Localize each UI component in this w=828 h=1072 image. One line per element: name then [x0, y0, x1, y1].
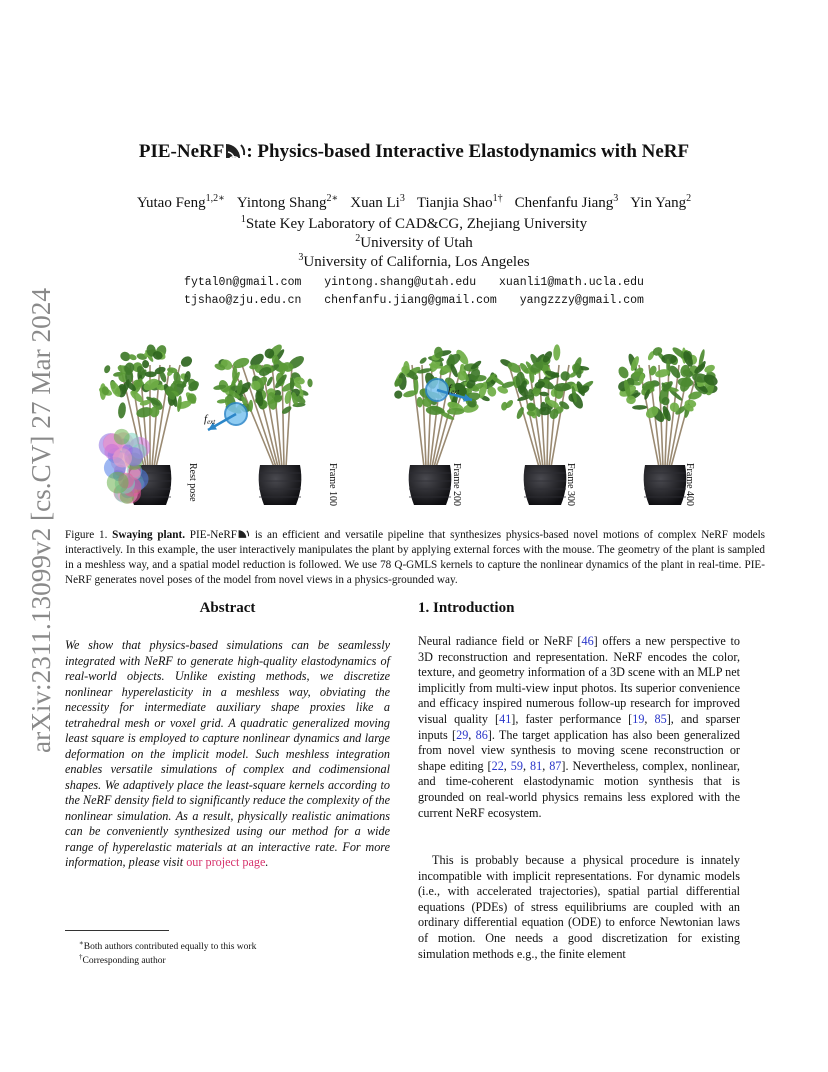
title-prefix: PIE-NeRF	[138, 141, 225, 162]
affiliation-3	[0, 252, 828, 271]
force-sub: ext	[451, 388, 460, 396]
footnote-rule	[65, 930, 169, 931]
author-name: Chenfanfu Jiang$^3$	[514, 193, 619, 211]
intro-text: ], and sparser inputs [	[418, 711, 741, 742]
intro-text: ], faster performance [	[511, 711, 633, 726]
email-row-2	[0, 294, 828, 307]
intro-text: Neural radiance field or NeRF [	[418, 634, 582, 648]
affiliation-sup: 2	[355, 233, 361, 244]
intro-text: ] offers a new perspective to 3D reconstruction and representation. NeRF encodes the color, texture, and geometry information of a 3D scene with an MLP net implicitly from multi-view input photos. Its superior convenience and efficacy inspired numerous follow-up research for improved visual quality [	[418, 634, 741, 726]
frame-label: Frame 200	[451, 463, 462, 507]
frame-label: Frame 400	[684, 463, 695, 507]
figure-caption	[65, 528, 765, 588]
footnote-sup: ∗	[79, 939, 84, 947]
caption-label: Figure 1.	[65, 529, 108, 541]
citation-link[interactable]: 85	[654, 711, 667, 726]
intro-text: ]. Nevertheless, complex, nonlinear, and time-coherent elastodynamic motion synthesis that is grounded on real-world physics remains less explored with the current NeRF ecosystem.	[418, 758, 740, 820]
caption-text: is an efficient and versatile pipeline that synthesizes physics-based novel motions of complex NeRF models interactively. In this example, the user interactively manipulates the plant by applying external forces with the mouse. The geometry of the plant is sampled in a meshless way, and a spatial model reduction is followed. We use 78 Q-GMLS kernels to capture the nonlinear dynamics of the plant in real-time. PIE-NeRF generates novel poses of the model from novel views in a physics-grounded way.	[65, 529, 766, 586]
pie-logo-icon	[237, 529, 250, 541]
citation-link[interactable]: 22	[491, 758, 504, 773]
intro-text: ,	[503, 758, 511, 773]
affiliation-2	[0, 233, 828, 252]
citation-link[interactable]: 59	[510, 758, 523, 773]
abstract-body	[65, 638, 390, 871]
force-label: fext	[204, 413, 216, 426]
force-label: fext	[448, 383, 460, 396]
intro-text: ,	[468, 727, 476, 742]
citation-link[interactable]: 87	[549, 758, 562, 773]
email: yangzzzy@gmail.com	[519, 294, 644, 307]
author-name: Tianjia Shao$^{1\dagger}$	[416, 193, 503, 211]
caption-bold: Swaying plant.	[112, 529, 186, 541]
email: chenfanfu.jiang@gmail.com	[324, 294, 497, 307]
author-name: Yintong Shang$^{2∗}$	[236, 193, 339, 211]
intro-p1	[418, 634, 740, 821]
affiliation-sup: 1	[240, 214, 246, 225]
plant-frame	[393, 347, 500, 505]
plant-frame	[213, 342, 313, 505]
force-indicator	[204, 403, 247, 430]
frame-label: Frame 300	[565, 463, 576, 507]
project-page-link[interactable]: our project page	[186, 855, 266, 869]
affiliation-sup: 3	[298, 252, 304, 263]
abstract-end: .	[265, 855, 269, 869]
citation-link[interactable]: 41	[499, 711, 512, 726]
affiliation-text: University of California, Los Angeles	[303, 254, 530, 270]
title-rest: : Physics-based Interactive Elastodynamics with NeRF	[246, 141, 690, 162]
author-name: Yutao Feng$^{1,2∗}$	[136, 193, 225, 211]
abstract-heading: Abstract	[199, 600, 256, 616]
citation-link[interactable]: 81	[530, 758, 543, 773]
footnote-text: Both authors contributed equally to this work	[83, 942, 257, 953]
intro-p2: This is probably because a physical procedure is innately incompatible with implicit representations. For dynamic models (i.e., with accelerated trajectories), spatial partial differential equations (PDEs) of stress equilibriums are coupled with an ordinary differential equation (ODE) to enforce Newtonian laws of motion. One needs a good discretization for existing simulation methods e.g., the finite element	[418, 853, 740, 961]
email-row-1	[0, 276, 828, 289]
intro-paragraph-1	[418, 634, 740, 821]
citation-link[interactable]: 46	[581, 634, 594, 648]
email: xuanli1@math.ucla.edu	[499, 276, 644, 289]
teaser-illustration	[90, 335, 740, 515]
intro-paragraph-2	[418, 853, 740, 962]
footnote-sup: †	[79, 953, 83, 961]
frame-label: Frame 100	[327, 463, 338, 507]
pie-logo-icon	[224, 140, 246, 160]
abstract-text: We show that physics-based simulations can be seamlessly integrated with NeRF to generate high-quality elastodynamics of real-world objects. Unlike existing methods, we discretize nonlinear hyperelasticity in a meshless way, obviating the necessity for intermediate auxiliary shape proxies like a tetrahedral mesh or voxel grid. A quadratic generalized moving least square is employed to capture nonlinear dynamics and large deformation on the implicit model. Such meshless integration enables versatile simulations of complex and codimensional shapes. We adaptively place the least-square kernels according to the NeRF density field to significantly reduce the complexity of the nonlinear simulation. As a result, physically realistic animations can be conveniently synthesized using our method for a wide range of hyperelastic materials at an interactive rate. For more information, please visit	[65, 638, 390, 869]
arxiv-side-stamp	[20, 283, 60, 763]
footnote-2	[65, 953, 166, 966]
affiliation-text: University of Utah	[360, 235, 473, 251]
plant-frame	[616, 345, 719, 505]
caption-name: PIE-NeRF	[189, 529, 238, 541]
force-sub: ext	[207, 418, 216, 426]
affiliation-1	[0, 214, 828, 233]
teaser-figure	[90, 335, 740, 515]
citation-link[interactable]: 29	[456, 727, 469, 742]
intro-text: ,	[644, 711, 655, 726]
plant-frame	[486, 344, 595, 505]
author-list	[0, 193, 828, 212]
citation-link[interactable]: 19	[632, 711, 645, 726]
email: tjshao@zju.edu.cn	[184, 294, 302, 307]
email: yintong.shang@utah.edu	[324, 276, 477, 289]
email: fytal0n@gmail.com	[184, 276, 302, 289]
frame-label: Rest pose	[187, 463, 198, 502]
intro-text: ,	[522, 758, 530, 773]
intro-text: ]. The target application has also been generalized from novel view synthesis to moving scene reconstruction or shape editing [	[418, 727, 741, 773]
footnote-1	[65, 939, 256, 952]
author-name: Xuan Li$^3$	[350, 193, 405, 211]
intro-heading: 1. Introduction	[418, 600, 515, 616]
affiliation-text: State Key Laboratory of CAD&CG, Zhejiang University	[245, 216, 588, 232]
paper-title	[0, 140, 828, 163]
author-name: Yin Yang$^2$	[630, 193, 692, 211]
arxiv-stamp-text: arXiv:2311.13099v2 [cs.CV] 27 Mar 2024	[26, 292, 56, 753]
intro-text: ,	[542, 758, 550, 773]
footnote-text: Corresponding author	[82, 956, 166, 967]
citation-link[interactable]: 86	[475, 727, 488, 742]
